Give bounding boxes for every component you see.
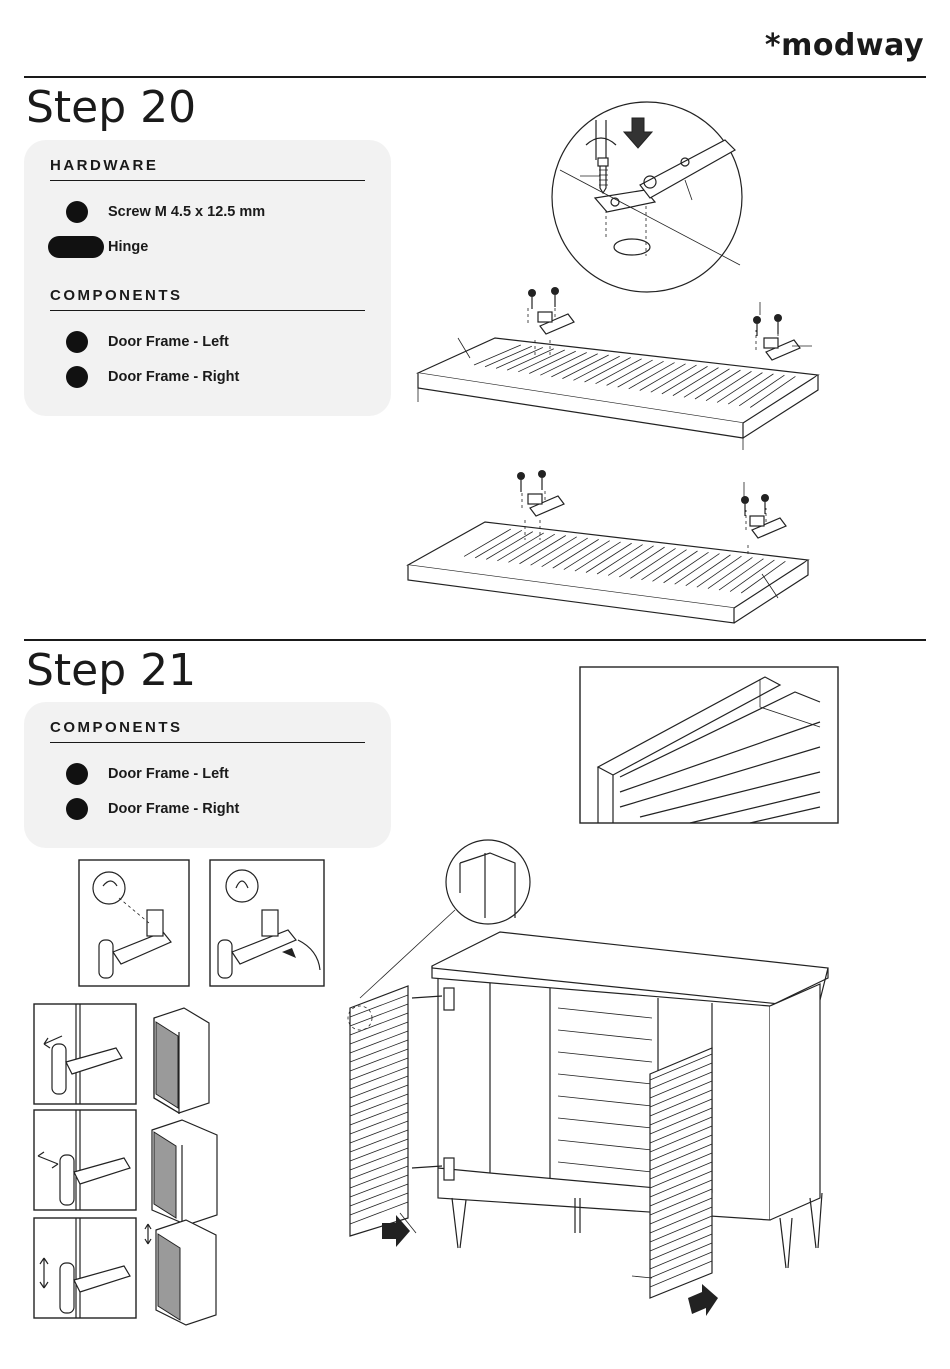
header-divider xyxy=(24,76,926,78)
component-item-right xyxy=(24,366,239,388)
hardware-item-screw xyxy=(24,201,265,223)
hardware-item-label: Screw M 4.5 x 12.5 mm xyxy=(108,204,266,220)
hinge-clip-detail-1 xyxy=(79,860,189,986)
hardware-item-hinge xyxy=(24,236,148,258)
step-20-parts-panel xyxy=(24,140,391,416)
brand-logo: *modway xyxy=(764,28,924,63)
step-21-title: Step 21 xyxy=(26,645,197,696)
louver-detail-box xyxy=(580,667,838,823)
component-marker-icon xyxy=(66,763,88,785)
component-item-left xyxy=(24,763,229,785)
component-marker-icon xyxy=(66,366,88,388)
component-item-label: Door Frame - Left xyxy=(108,334,229,350)
cabinet-door-assembly-illustration xyxy=(340,838,840,1320)
hinge-marker-icon xyxy=(48,236,104,258)
component-marker-icon xyxy=(66,331,88,353)
hardware-item-label: Hinge xyxy=(108,239,149,255)
component-item-label: Door Frame - Right xyxy=(108,801,240,817)
screw-marker-icon xyxy=(66,201,88,223)
components-heading: COMPONENTS xyxy=(50,287,365,311)
component-marker-icon xyxy=(66,798,88,820)
component-item-label: Door Frame - Right xyxy=(108,369,240,385)
step-21-parts-panel xyxy=(24,702,391,848)
step-divider xyxy=(24,639,926,641)
component-item-left xyxy=(24,331,229,353)
hardware-heading: HARDWARE xyxy=(50,157,365,181)
components-heading: COMPONENTS xyxy=(50,719,365,743)
step-20-hinge-illustration xyxy=(400,90,850,630)
hinge-adjustment-steps xyxy=(34,1004,224,1320)
component-item-label: Door Frame - Left xyxy=(108,766,229,782)
component-item-right xyxy=(24,798,239,820)
step-20-title: Step 20 xyxy=(26,82,197,133)
hinge-clip-detail-2 xyxy=(210,860,324,986)
